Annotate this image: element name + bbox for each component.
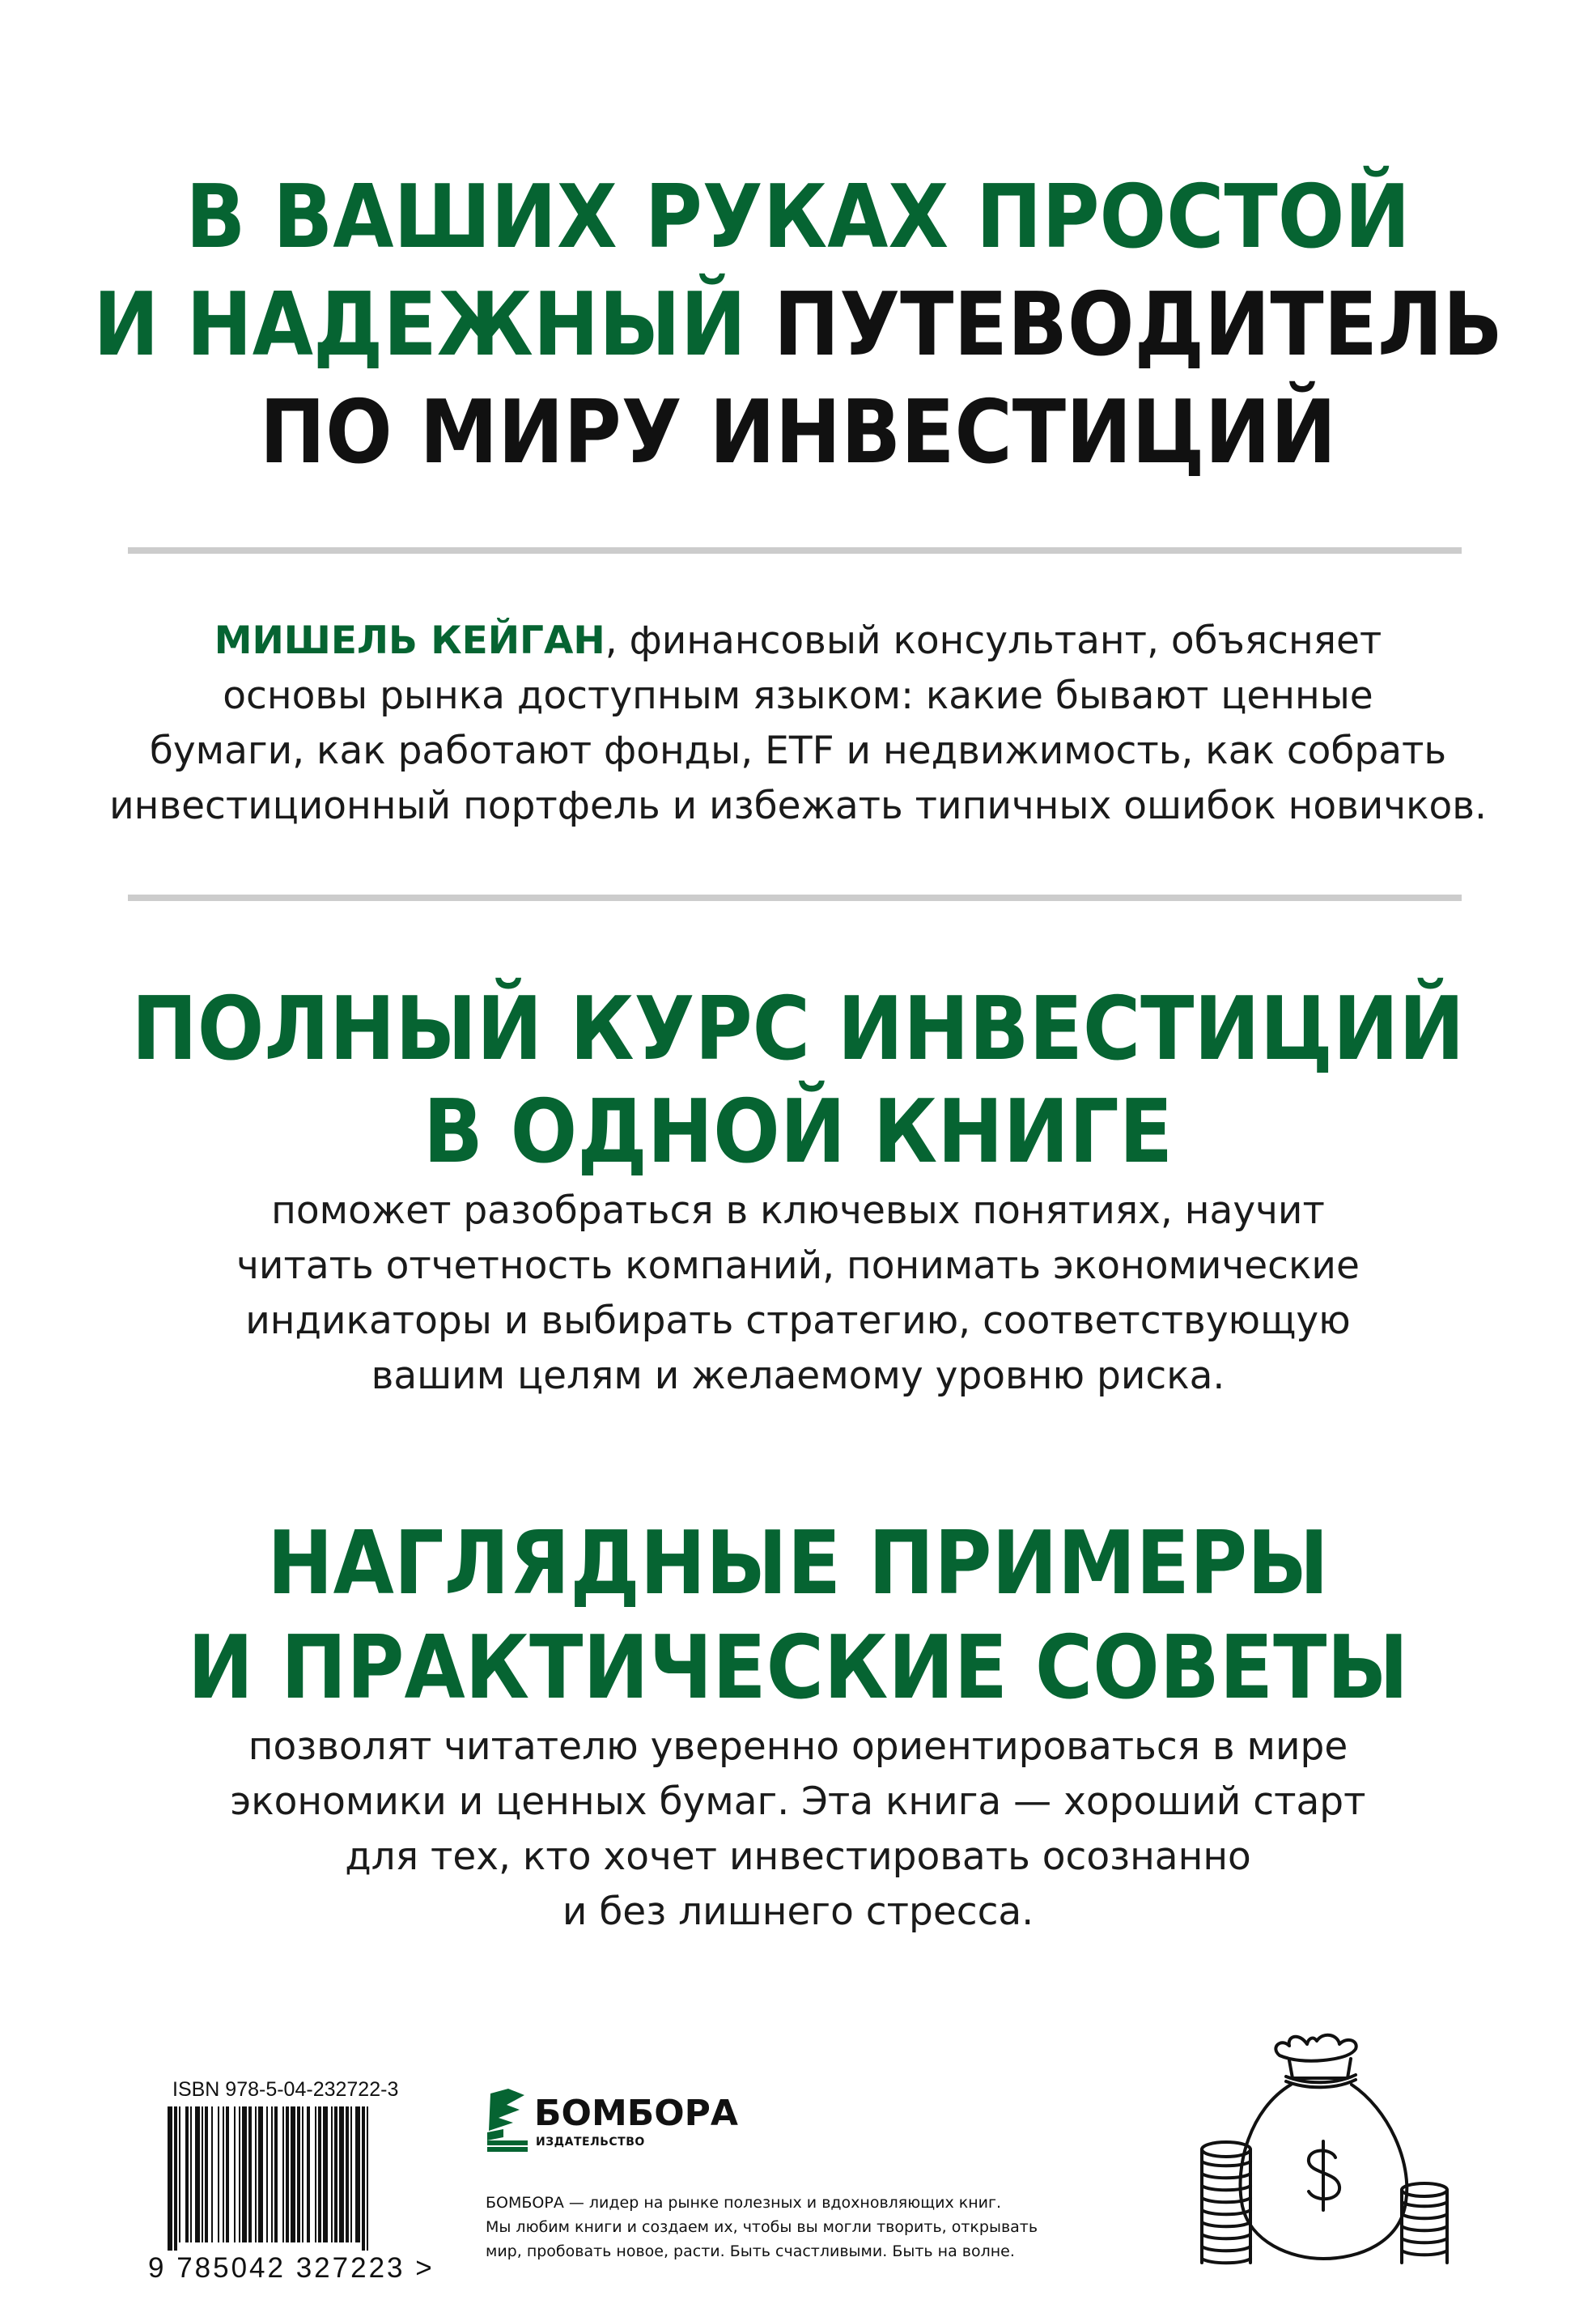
section2-text-line-1: поможет разобраться в ключевых понятиях, научит (271, 1188, 1325, 1233)
intro-line-3: бумаги, как работают фонды, ETF и недвижимость, как собрать (149, 729, 1447, 773)
publisher-sub: ИЗДАТЕЛЬСТВО (536, 2136, 645, 2149)
section3-text-line-2: экономики и ценных бумаг. Эта книга — хороший старт (230, 1779, 1366, 1824)
section3-text-line-1: позволят читателю уверенно ориентироваться в мире (248, 1724, 1348, 1769)
section2-text-line-2: читать отчетность компаний, понимать экономические (236, 1243, 1360, 1288)
publisher-desc-line-1: БОМБОРА — лидер на рынке полезных и вдохновляющих книг. (486, 2194, 1002, 2212)
intro-line-1 (0, 619, 1596, 663)
section2-heading-line-1: ПОЛНЫЙ КУРС ИНВЕСТИЦИЙ (131, 979, 1465, 1080)
publisher-desc-line-2: Мы любим книги и создаем их, чтобы вы могли творить, открывать (486, 2218, 1038, 2236)
publisher-name: БОМБОРА (534, 2093, 738, 2134)
bombora-logo-icon (484, 2089, 531, 2155)
money-bag-illustration-icon (1186, 2028, 1461, 2271)
headline-line-2 (0, 274, 1596, 376)
divider-middle (128, 895, 1462, 901)
divider-top (128, 547, 1462, 554)
section2-heading-line-2: В ОДНОЙ КНИГЕ (422, 1082, 1174, 1183)
intro-line-4: инвестиционный портфель и избежать типичных ошибок новичков. (109, 784, 1487, 828)
headline-line-1: В ВАШИХ РУКАХ ПРОСТОЙ (185, 167, 1411, 268)
barcode-digits: 9 785042 327223 > (148, 2252, 435, 2284)
section3-heading-line-1: НАГЛЯДНЫЕ ПРИМЕРЫ (267, 1513, 1329, 1614)
barcode (166, 2106, 425, 2252)
section2-text-line-3: индикаторы и выбирать стратегию, соответствующую (245, 1299, 1351, 1343)
intro-line-1-text: , финансовый консультант, объясняет (605, 619, 1382, 663)
intro-line-2: основы рынка доступным языком: какие бывают ценные (223, 674, 1373, 718)
headline-line-2-black: ПУТЕВОДИТЕЛЬ (773, 274, 1503, 376)
headline-line-2-green: И НАДЕЖНЫЙ (93, 274, 747, 376)
author-name: МИШЕЛЬ КЕЙГАН (214, 619, 605, 663)
section3-text-line-3: для тех, кто хочет инвестировать осознанно (345, 1834, 1251, 1879)
section2-text-line-4: вашим целям и желаемому уровню риска. (371, 1354, 1225, 1398)
publisher-desc-line-3: мир, пробовать новое, расти. Быть счастливыми. Быть на волне. (486, 2242, 1015, 2260)
headline-line-3: ПО МИРУ ИНВЕСТИЦИЙ (259, 382, 1337, 483)
isbn-label: ISBN 978-5-04-232722-3 (172, 2078, 399, 2101)
section3-heading-line-2: И ПРАКТИЧЕСКИЕ СОВЕТЫ (187, 1617, 1409, 1719)
section3-text-line-4: и без лишнего стресса. (562, 1890, 1034, 1934)
